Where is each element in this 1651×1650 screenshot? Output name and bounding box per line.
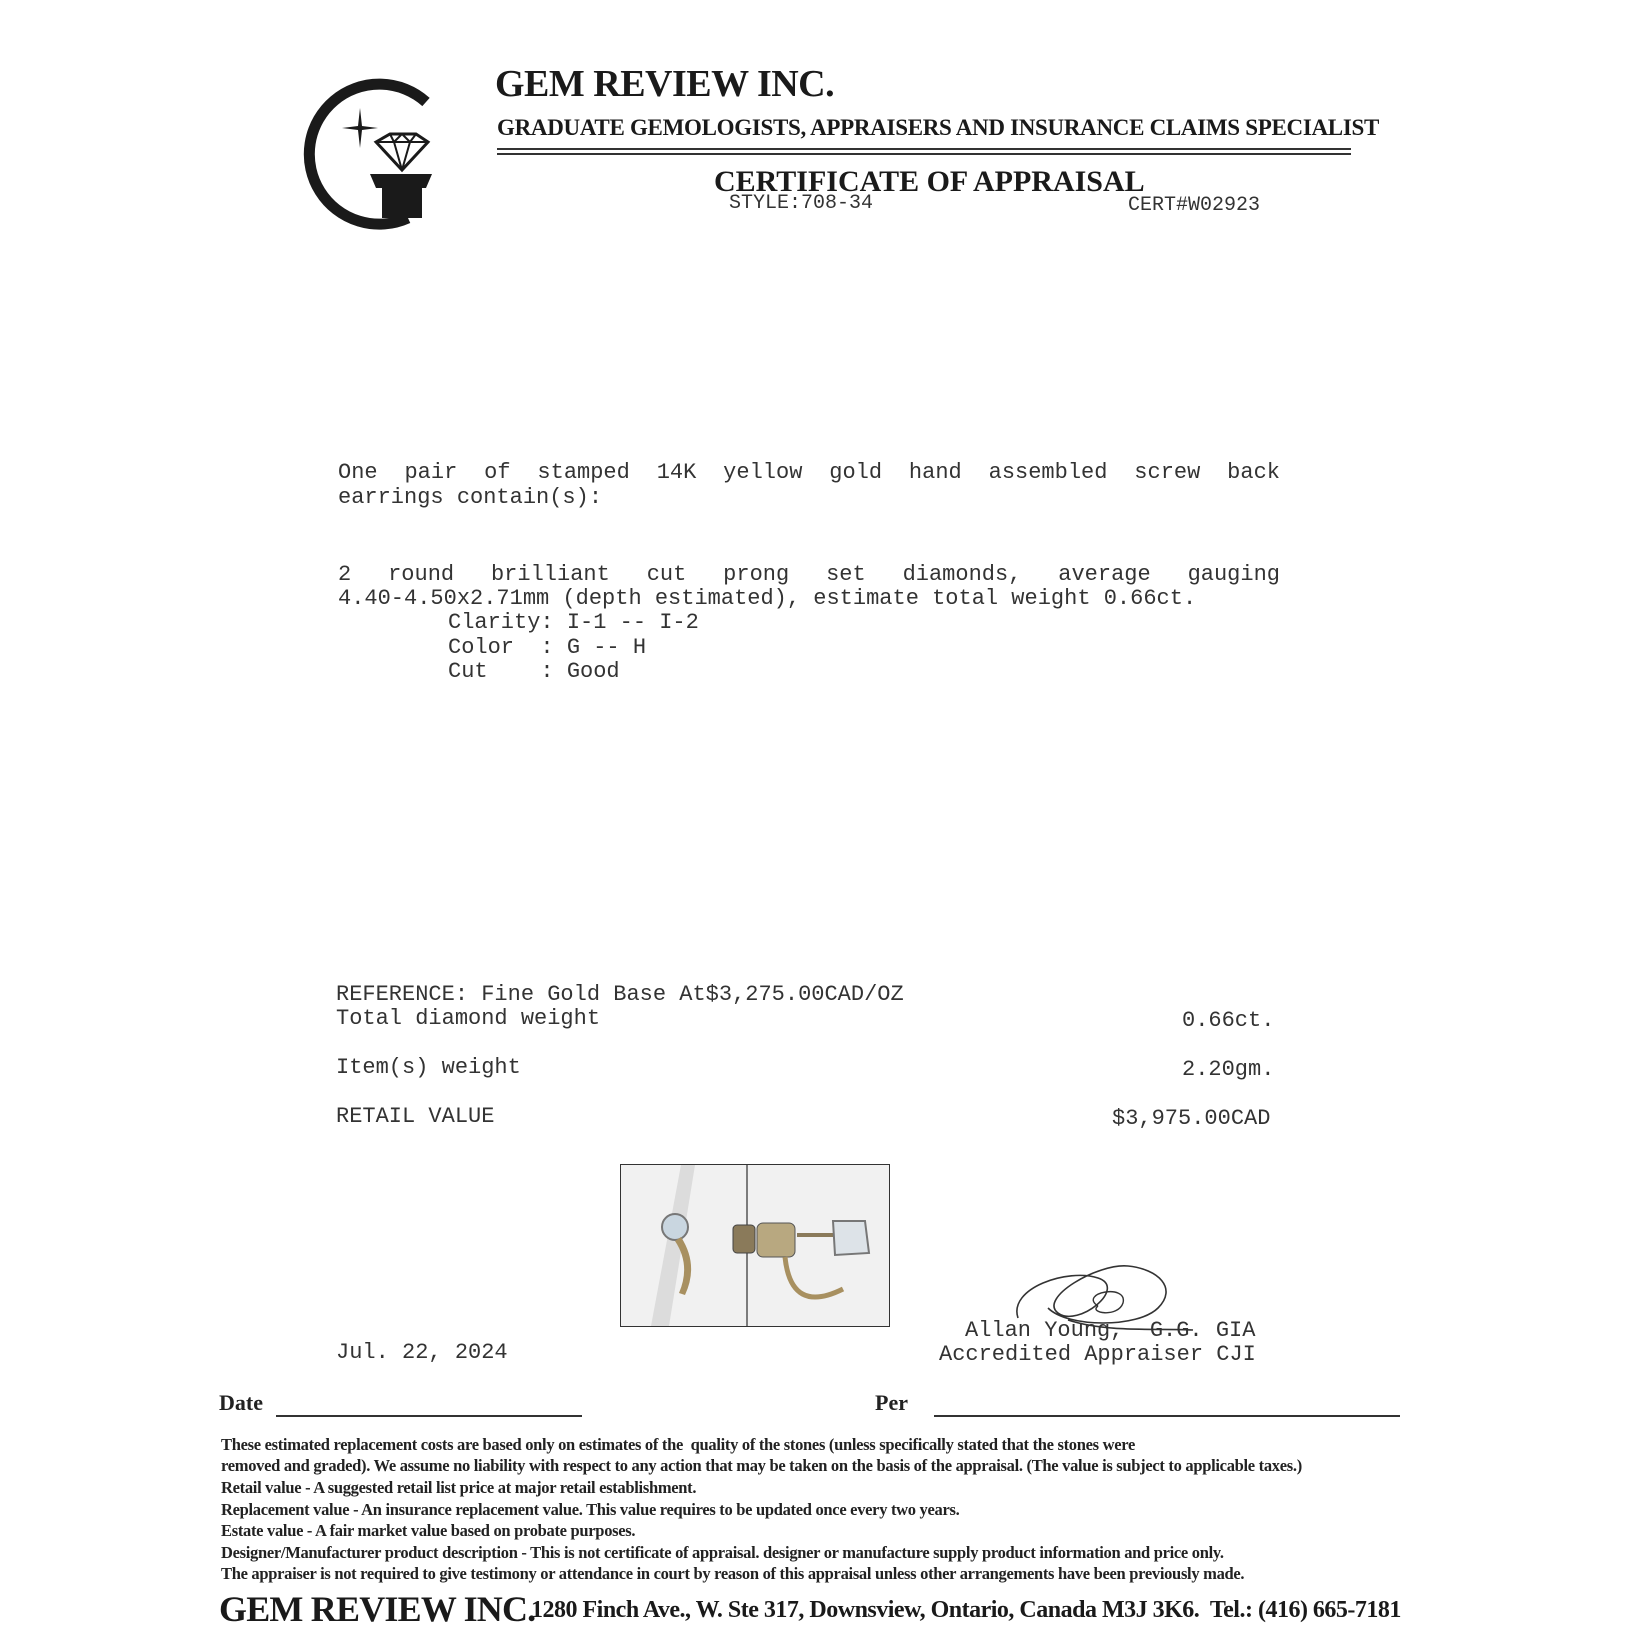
- footer-company-name: GEM REVIEW INC.: [219, 1589, 536, 1629]
- disclaimer-line: These estimated replacement costs are based only on estimates of the quality of the stones (unless specifically stated that the stones were: [221, 1435, 1135, 1454]
- total-diamond-weight-label: Total diamond weight: [336, 1006, 601, 1031]
- disclaimer-line: Designer/Manufacturer product description - This is not certificate of appraisal. designer or manufacture supply product information and price only.: [221, 1543, 1224, 1562]
- stones-line: 4.40-4.50x2.71mm (depth estimated), estimate total weight 0.66ct.: [338, 586, 1197, 611]
- date-signature-line: [276, 1415, 582, 1417]
- appraisal-date: Jul. 22, 2024: [336, 1340, 508, 1365]
- retail-value: $3,975.00CAD: [1112, 1106, 1271, 1131]
- description-line: earrings contain(s):: [338, 485, 603, 510]
- gold-reference: REFERENCE: Fine Gold Base At$3,275.00CAD/OZ: [336, 982, 904, 1007]
- appraiser-credential: Accredited Appraiser CJI: [939, 1342, 1256, 1367]
- color-grade: Color : G -- H: [448, 635, 647, 660]
- company-logo-icon: [298, 70, 448, 230]
- cert-number: CERT#W02923: [1128, 194, 1261, 217]
- date-label: Date: [219, 1390, 263, 1415]
- company-name: GEM REVIEW INC.: [495, 63, 835, 105]
- company-tagline: GRADUATE GEMOLOGISTS, APPRAISERS AND INSURANCE CLAIMS SPECIALIST: [497, 115, 1380, 140]
- stones-line: 2 round brilliant cut prong set diamonds, average gauging: [338, 562, 1280, 587]
- retail-value-label: RETAIL VALUE: [336, 1104, 495, 1129]
- document-title: CERTIFICATE OF APPRAISAL: [714, 165, 1145, 198]
- earrings-photo: [620, 1164, 890, 1327]
- disclaimer-line: Replacement value - An insurance replacement value. This value requires to be updated once every two years.: [221, 1500, 960, 1519]
- header-rule: [497, 148, 1351, 150]
- item-weight-label: Item(s) weight: [336, 1055, 521, 1080]
- disclaimer-line: removed and graded). We assume no liability with respect to any action that may be taken on the basis of the appraisal. (The value is subject to applicable taxes.): [221, 1456, 1302, 1475]
- disclaimer-line: The appraiser is not required to give testimony or attendance in court by reason of this appraisal unless other arrangements have been previously made.: [221, 1564, 1245, 1583]
- style-number: STYLE:708-34: [729, 192, 874, 215]
- per-signature-line: [934, 1415, 1400, 1417]
- footer-address: 1280 Finch Ave., W. Ste 317, Downsview, Ontario, Canada M3J 3K6. Tel.: (416) 665-7181: [531, 1597, 1401, 1623]
- cut-grade: Cut : Good: [448, 659, 620, 684]
- item-weight-value: 2.20gm.: [1182, 1057, 1275, 1082]
- total-diamond-weight-value: 0.66ct.: [1182, 1008, 1275, 1033]
- description-line: One pair of stamped 14K yellow gold hand assembled screw back: [338, 460, 1280, 485]
- disclaimer-line: Estate value - A fair market value based on probate purposes.: [221, 1521, 636, 1540]
- header-rule: [497, 153, 1351, 155]
- per-label: Per: [875, 1390, 908, 1415]
- disclaimer-line: Retail value - A suggested retail list price at major retail establishment.: [221, 1478, 697, 1497]
- appraiser-name: Allan Young, G.G. GIA: [965, 1318, 1256, 1343]
- clarity-grade: Clarity: I-1 -- I-2: [448, 610, 699, 635]
